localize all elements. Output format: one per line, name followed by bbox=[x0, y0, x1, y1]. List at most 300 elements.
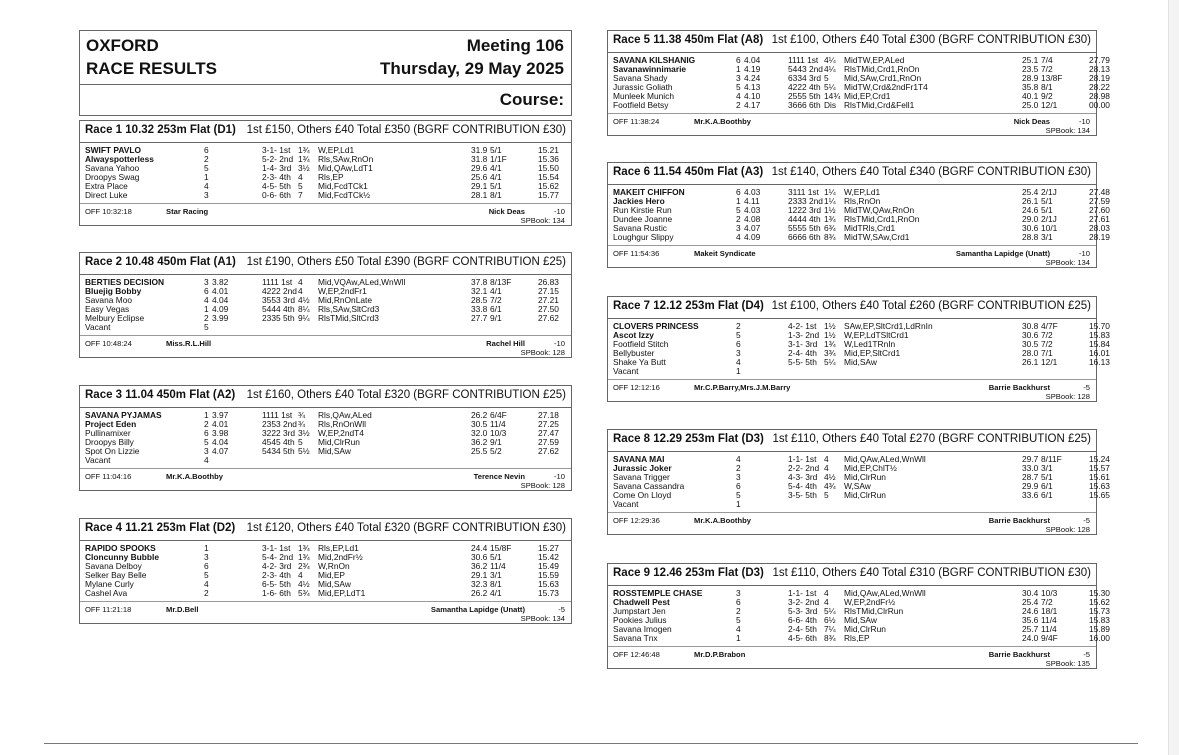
cell-dog: Selker Bay Belle bbox=[85, 570, 147, 580]
sp-book: SPBook: 128 bbox=[1045, 392, 1090, 401]
off-time: OFF 12:46:48 bbox=[613, 650, 660, 659]
race-footer bbox=[608, 647, 1096, 668]
cell-sp: 9/2 bbox=[1041, 91, 1053, 101]
cell-trap: 5 bbox=[736, 490, 741, 500]
distance-total: -5 bbox=[558, 605, 565, 614]
cell-wt: 30.6 bbox=[471, 552, 488, 562]
cell-sp: 10/3 bbox=[1041, 588, 1058, 598]
race-footer bbox=[80, 469, 571, 490]
cell-sp: 12/1 bbox=[1041, 100, 1058, 110]
cell-trap: 5 bbox=[204, 322, 209, 332]
cell-trap: 1 bbox=[736, 499, 741, 509]
cell-trap: 6 bbox=[736, 339, 741, 349]
venue-name: OXFORD bbox=[86, 36, 159, 55]
cell-dog: Ascot Izzy bbox=[613, 330, 654, 340]
cell-comment: RlsTMid,Crd1,RnOn bbox=[844, 214, 920, 224]
cell-sp: 7/2 bbox=[1041, 64, 1053, 74]
cell-wt: 24.6 bbox=[1022, 205, 1039, 215]
cell-wt: 36.2 bbox=[471, 437, 488, 447]
cell-time: 27.21 bbox=[538, 295, 559, 305]
judge-name: Barrie Backhurst bbox=[988, 516, 1050, 525]
race-title: Race 2 10.48 450m Flat (A1) bbox=[85, 256, 236, 268]
cell-time: 15.63 bbox=[538, 579, 559, 589]
cell-trap: 4 bbox=[736, 357, 741, 367]
cell-dist: 5 bbox=[298, 181, 303, 191]
race-header bbox=[80, 121, 571, 143]
cell-secs: 1-3- 2nd bbox=[788, 330, 820, 340]
distance-total: -10 bbox=[1079, 117, 1090, 126]
cell-comment: W,EP,Ld1 bbox=[318, 145, 355, 155]
race-title: Race 1 10.32 253m Flat (D1) bbox=[85, 124, 236, 136]
cell-secs: 3-1- 3rd bbox=[788, 339, 818, 349]
cell-sp: 6/1 bbox=[1041, 481, 1053, 491]
cell-pre: 4.17 bbox=[744, 100, 761, 110]
cell-comment: W,Led1TRnIn bbox=[844, 339, 896, 349]
race-header bbox=[608, 564, 1096, 586]
cell-dist: 4¼ bbox=[824, 64, 836, 74]
cell-wt: 28.9 bbox=[1022, 73, 1039, 83]
cell-secs: 4-5- 5th bbox=[262, 181, 291, 191]
judge-name: Terence Nevin bbox=[473, 472, 525, 481]
cell-wt: 26.2 bbox=[471, 410, 488, 420]
cell-dist: 8¾ bbox=[824, 232, 836, 242]
cell-sp: 10/1 bbox=[1041, 223, 1058, 233]
cell-dog: Bluejig Bobby bbox=[85, 286, 142, 296]
trainer-name: Mr.C.P.Barry,Mrs.J.M.Barry bbox=[694, 383, 791, 392]
cell-time: 27.61 bbox=[1089, 214, 1110, 224]
cell-pre: 3.98 bbox=[212, 428, 229, 438]
cell-comment: MidTW,EP,ALed bbox=[844, 55, 905, 65]
result-row bbox=[80, 456, 571, 465]
cell-secs: 3222 3rd bbox=[262, 428, 296, 438]
cell-dog: Footfield Betsy bbox=[613, 100, 669, 110]
cell-comment: W,RnOn bbox=[318, 561, 350, 571]
cell-sp: 8/11F bbox=[1041, 454, 1062, 464]
distance-total: -5 bbox=[1083, 383, 1090, 392]
cell-dog: Jackies Hero bbox=[613, 196, 665, 206]
cell-comment: W,EP,2ndFr1 bbox=[318, 286, 367, 296]
result-rows bbox=[80, 275, 571, 336]
cell-sp: 11/4 bbox=[490, 561, 506, 571]
cell-dog: Come On Lloyd bbox=[613, 490, 672, 500]
cell-sp: 5/2 bbox=[490, 446, 502, 456]
cell-pre: 4.10 bbox=[744, 91, 761, 101]
cell-sp: 9/1 bbox=[490, 437, 502, 447]
cell-comment: Mid,ClrRun bbox=[318, 437, 360, 447]
cell-time: 15.61 bbox=[1089, 472, 1110, 482]
cell-wt: 28.5 bbox=[471, 295, 488, 305]
cell-trap: 3 bbox=[204, 552, 209, 562]
cell-wt: 30.5 bbox=[471, 419, 488, 429]
race-header bbox=[608, 163, 1096, 185]
cell-comment: Rls,EP bbox=[844, 633, 870, 643]
cell-dist: 4¾ bbox=[824, 481, 836, 491]
cell-dog: Spot On Lizzie bbox=[85, 446, 140, 456]
cell-dog: Dundee Joanne bbox=[613, 214, 673, 224]
cell-comment: Mid,SAw,Crd1,RnOn bbox=[844, 73, 922, 83]
cell-trap: 3 bbox=[204, 277, 209, 287]
cell-pre: 4.11 bbox=[744, 196, 760, 206]
trainer-name: Mr.K.A.Boothby bbox=[166, 472, 223, 481]
cell-sp: 8/13F bbox=[490, 277, 512, 287]
cell-trap: 1 bbox=[204, 304, 209, 314]
cell-dog: Cashel Ava bbox=[85, 588, 128, 598]
cell-secs: 4-2- 1st bbox=[788, 321, 817, 331]
cell-pre: 4.13 bbox=[744, 82, 761, 92]
cell-wt: 29.6 bbox=[471, 163, 488, 173]
cell-sp: 3/1 bbox=[1041, 463, 1053, 473]
distance-total: -5 bbox=[1083, 650, 1090, 659]
cell-secs: 2-4- 4th bbox=[788, 348, 817, 358]
cell-sp: 13/8F bbox=[1041, 73, 1063, 83]
cell-comment: Rls,EP bbox=[318, 172, 344, 182]
cell-dog: Vacant bbox=[85, 322, 111, 332]
cell-sp: 8/1 bbox=[490, 579, 502, 589]
cell-trap: 3 bbox=[204, 190, 209, 200]
cell-wt: 24.0 bbox=[1022, 633, 1039, 643]
cell-secs: 4545 4th bbox=[262, 437, 295, 447]
race-card bbox=[79, 252, 572, 358]
sp-book: SPBook: 128 bbox=[520, 481, 565, 490]
cell-trap: 4 bbox=[736, 91, 741, 101]
cell-time: 28.19 bbox=[1089, 232, 1110, 242]
cell-dist: 5 bbox=[824, 73, 829, 83]
cell-time: 00.00 bbox=[1089, 100, 1110, 110]
cell-dog: Savanawinnimarie bbox=[613, 64, 687, 74]
sp-book: SPBook: 135 bbox=[1045, 659, 1090, 668]
cell-sp: 6/4F bbox=[490, 410, 507, 420]
cell-dist: ¾ bbox=[298, 410, 305, 420]
cell-trap: 6 bbox=[736, 597, 741, 607]
race-card bbox=[607, 30, 1110, 136]
cell-wt: 33.6 bbox=[1022, 490, 1039, 500]
cell-sp: 5/1 bbox=[1041, 205, 1053, 215]
cell-secs: 3-1- 1st bbox=[262, 145, 291, 155]
cell-comment: Rls,QAw,ALed bbox=[318, 410, 372, 420]
cell-dog: SWIFT PAVLO bbox=[85, 145, 141, 155]
cell-time: 27.60 bbox=[1089, 205, 1110, 215]
cell-time: 15.24 bbox=[1089, 454, 1110, 464]
cell-dog: Droopys Swag bbox=[85, 172, 140, 182]
cell-wt: 32.0 bbox=[471, 428, 488, 438]
cell-wt: 25.6 bbox=[471, 172, 488, 182]
result-row bbox=[608, 490, 1110, 500]
result-rows bbox=[608, 586, 1110, 647]
cell-wt: 29.1 bbox=[471, 570, 488, 580]
cell-dist: 1¼ bbox=[824, 196, 836, 206]
cell-wt: 28.8 bbox=[1022, 232, 1039, 242]
result-row bbox=[608, 500, 1096, 509]
cell-pre: 4.03 bbox=[744, 187, 761, 197]
cell-time: 15.50 bbox=[538, 163, 559, 173]
cell-dist: 1½ bbox=[824, 330, 836, 340]
cell-dist: 5¼ bbox=[824, 357, 836, 367]
cell-comment: Rls,EP,Ld1 bbox=[318, 543, 359, 553]
race-title: Race 4 11.21 253m Flat (D2) bbox=[85, 522, 236, 534]
cell-sp: 4/1 bbox=[490, 286, 502, 296]
cell-dog: SAVANA MAI bbox=[613, 454, 665, 464]
cell-wt: 36.2 bbox=[471, 561, 488, 571]
cell-dist: 14¾ bbox=[824, 91, 841, 101]
cell-pre: 3.82 bbox=[212, 277, 229, 287]
cell-time: 27.59 bbox=[1089, 196, 1110, 206]
cell-trap: 2 bbox=[736, 606, 741, 616]
cell-sp: 5/1 bbox=[1041, 196, 1053, 206]
cell-sp: 11/4 bbox=[490, 419, 506, 429]
cell-trap: 2 bbox=[736, 214, 741, 224]
cell-sp: 10/3 bbox=[490, 428, 507, 438]
cell-wt: 25.4 bbox=[1022, 187, 1039, 197]
cell-dist: Dis bbox=[824, 100, 837, 110]
cell-trap: 2 bbox=[204, 313, 209, 323]
cell-secs: 0-6- 6th bbox=[262, 190, 291, 200]
cell-trap: 3 bbox=[736, 223, 741, 233]
cell-time: 15.73 bbox=[538, 588, 559, 598]
cell-dog: Savana Shady bbox=[613, 73, 668, 83]
race-title: Race 8 12.29 253m Flat (D3) bbox=[613, 433, 764, 445]
cell-comment: W,EP,2ndFr½ bbox=[844, 597, 896, 607]
race-footer bbox=[80, 204, 571, 225]
cell-time: 16.01 bbox=[1089, 348, 1110, 358]
cell-dist: 4 bbox=[298, 570, 303, 580]
race-prize-money: 1st £100, Others £40 Total £300 (BGRF CONTRIBUTION £30) bbox=[771, 34, 1091, 46]
sp-book: SPBook: 128 bbox=[1045, 525, 1090, 534]
cell-comment: Mid,FcdTCk½ bbox=[318, 190, 371, 200]
cell-dist: 7¼ bbox=[824, 624, 836, 634]
race-title: Race 9 12.46 253m Flat (D3) bbox=[613, 567, 764, 579]
cell-wt: 29.9 bbox=[1022, 481, 1039, 491]
result-rows bbox=[80, 541, 571, 602]
cell-sp: 7/4 bbox=[1041, 55, 1053, 65]
off-time: OFF 10:48:24 bbox=[85, 339, 132, 348]
cell-sp: 5/1 bbox=[490, 181, 502, 191]
cell-secs: 6-6- 4th bbox=[788, 615, 817, 625]
cell-dog: Jumpstart Jen bbox=[613, 606, 666, 616]
race-header bbox=[80, 253, 571, 275]
cell-comment: Mid,SAw bbox=[318, 579, 351, 589]
cell-trap: 5 bbox=[204, 163, 209, 173]
result-row bbox=[608, 100, 1110, 110]
cell-secs: 5-2- 2nd bbox=[262, 154, 294, 164]
cell-dist: 4½ bbox=[824, 472, 836, 482]
cell-wt: 25.4 bbox=[1022, 597, 1039, 607]
cell-time: 28.03 bbox=[1089, 223, 1110, 233]
cell-pre: 4.07 bbox=[744, 223, 761, 233]
cell-time: 27.48 bbox=[1089, 187, 1110, 197]
cell-secs: 6334 3rd bbox=[788, 73, 822, 83]
meeting-date: Thursday, 29 May 2025 bbox=[380, 59, 564, 78]
race-prize-money: 1st £110, Others £40 Total £310 (BGRF CONTRIBUTION £30) bbox=[772, 567, 1091, 579]
cell-time: 27.47 bbox=[538, 428, 559, 438]
cell-dist: ¾ bbox=[298, 419, 305, 429]
course-label: Course: bbox=[499, 90, 564, 109]
cell-time: 15.62 bbox=[538, 181, 559, 191]
cell-trap: 1 bbox=[204, 543, 209, 553]
cell-dist: 5 bbox=[824, 490, 829, 500]
cell-time: 15.59 bbox=[538, 570, 559, 580]
judge-name: Nick Deas bbox=[1013, 117, 1050, 126]
cell-dist: 4½ bbox=[298, 295, 310, 305]
cell-secs: 3666 6th bbox=[788, 100, 821, 110]
race-card bbox=[607, 296, 1110, 402]
cell-sp: 18/1 bbox=[1041, 606, 1058, 616]
cell-dist: 9¼ bbox=[298, 313, 310, 323]
cell-sp: 7/2 bbox=[1041, 597, 1053, 607]
cell-comment: Mid,EP,LdT1 bbox=[318, 588, 366, 598]
off-time: OFF 12:12:16 bbox=[613, 383, 660, 392]
judge-name: Samantha Lapidge (Unatt) bbox=[955, 249, 1050, 258]
cell-trap: 1 bbox=[736, 64, 741, 74]
cell-pre: 4.01 bbox=[212, 286, 229, 296]
race-prize-money: 1st £100, Others £40 Total £260 (BGRF CONTRIBUTION £25) bbox=[771, 300, 1091, 312]
cell-dist: 5¾ bbox=[298, 588, 310, 598]
judge-name: Samantha Lapidge (Unatt) bbox=[430, 605, 525, 614]
cell-trap: 4 bbox=[204, 295, 209, 305]
cell-comment: Rls,SAw,RnOn bbox=[318, 154, 374, 164]
cell-trap: 4 bbox=[736, 624, 741, 634]
cell-dog: Project Eden bbox=[85, 419, 137, 429]
meeting-number: Meeting 106 bbox=[466, 36, 564, 55]
cell-dist: 1½ bbox=[824, 205, 836, 215]
cell-dist: 4 bbox=[298, 277, 303, 287]
result-row bbox=[80, 191, 571, 200]
cell-dist: 1¾ bbox=[298, 145, 310, 155]
cell-wt: 32.1 bbox=[471, 286, 488, 296]
cell-comment: RlsTMid,SltCrd3 bbox=[318, 313, 379, 323]
cell-wt: 35.6 bbox=[1022, 615, 1039, 625]
cell-dog: Vacant bbox=[613, 366, 639, 376]
cell-wt: 24.4 bbox=[471, 543, 488, 553]
cell-secs: 2335 5th bbox=[262, 313, 295, 323]
cell-trap: 5 bbox=[204, 437, 209, 447]
cell-dist: 3½ bbox=[298, 163, 310, 173]
race-title: Race 5 11.38 450m Flat (A8) bbox=[613, 34, 764, 46]
cell-time: 15.42 bbox=[538, 552, 559, 562]
cell-time: 16.00 bbox=[1089, 633, 1110, 643]
cell-wt: 30.6 bbox=[1022, 330, 1039, 340]
cell-trap: 2 bbox=[736, 321, 741, 331]
race-footer bbox=[608, 114, 1096, 135]
cell-trap: 3 bbox=[736, 472, 741, 482]
cell-time: 27.18 bbox=[538, 410, 559, 420]
cell-comment: MidTW,Crd&2ndFr1T4 bbox=[844, 82, 928, 92]
cell-time: 28.22 bbox=[1089, 82, 1110, 92]
cell-secs: 3-5- 5th bbox=[788, 490, 817, 500]
cell-dog: Savana Moo bbox=[85, 295, 133, 305]
cell-trap: 5 bbox=[736, 205, 741, 215]
cell-secs: 2555 5th bbox=[788, 91, 821, 101]
cell-wt: 23.5 bbox=[1022, 64, 1039, 74]
result-row bbox=[80, 314, 571, 323]
cell-time: 15.54 bbox=[538, 172, 559, 182]
cell-dist: 1¼ bbox=[824, 187, 836, 197]
judge-name: Rachel Hill bbox=[486, 339, 525, 348]
race-prize-money: 1st £120, Others £40 Total £320 (BGRF CONTRIBUTION £30) bbox=[246, 522, 566, 534]
cell-sp: 5/1 bbox=[490, 145, 502, 155]
cell-dog: Savana Cassandra bbox=[613, 481, 685, 491]
cell-dist: 6¾ bbox=[824, 223, 836, 233]
cell-dog: Melbury Eclipse bbox=[85, 313, 145, 323]
cell-dog: ROSSTEMPLE CHASE bbox=[613, 588, 703, 598]
cell-comment: W,EP,Ld1 bbox=[844, 187, 881, 197]
cell-trap: 1 bbox=[204, 172, 209, 182]
cell-wt: 26.1 bbox=[1022, 196, 1039, 206]
meeting-header bbox=[79, 30, 572, 116]
cell-sp: 2/1J bbox=[1041, 187, 1057, 197]
cell-dog: MAKEIT CHIFFON bbox=[613, 187, 685, 197]
cell-dog: Loughgur Slippy bbox=[613, 232, 674, 242]
cell-trap: 2 bbox=[204, 588, 209, 598]
cell-sp: 8/1 bbox=[1041, 82, 1053, 92]
cell-secs: 1111 1st bbox=[788, 55, 819, 65]
cell-trap: 5 bbox=[736, 330, 741, 340]
cell-dist: 2¾ bbox=[298, 561, 310, 571]
distance-total: -10 bbox=[554, 207, 565, 216]
cell-secs: 6-5- 5th bbox=[262, 579, 291, 589]
cell-wt: 32.3 bbox=[471, 579, 488, 589]
trainer-name: Makeit Syndicate bbox=[694, 249, 756, 258]
result-row bbox=[608, 367, 1096, 376]
off-time: OFF 11:54:36 bbox=[613, 249, 660, 258]
cell-dog: Mylane Curly bbox=[85, 579, 134, 589]
trainer-name: Mr.D.Bell bbox=[166, 605, 199, 614]
race-card bbox=[607, 563, 1110, 669]
cell-pre: 3.97 bbox=[212, 410, 229, 420]
cell-secs: 5444 4th bbox=[262, 304, 295, 314]
cell-wt: 31.9 bbox=[471, 145, 488, 155]
cell-dist: 6½ bbox=[824, 615, 836, 625]
race-title: Race 3 11.04 450m Flat (A2) bbox=[85, 389, 236, 401]
trainer-name: Mr.D.P.Brabon bbox=[694, 650, 746, 659]
race-footer bbox=[608, 246, 1096, 267]
cell-time: 15.57 bbox=[1089, 463, 1110, 473]
cell-trap: 2 bbox=[736, 463, 741, 473]
cell-sp: 11/4 bbox=[1041, 615, 1057, 625]
race-footer bbox=[80, 602, 571, 623]
cell-time: 15.70 bbox=[1089, 321, 1110, 331]
cell-time: 16.13 bbox=[1089, 357, 1110, 367]
cell-dist: 1¾ bbox=[824, 339, 836, 349]
cell-wt: 25.5 bbox=[471, 446, 488, 456]
sp-book: SPBook: 134 bbox=[1045, 126, 1090, 135]
race-footer bbox=[80, 336, 571, 357]
cell-dist: 7 bbox=[298, 190, 303, 200]
cell-time: 28.98 bbox=[1089, 91, 1110, 101]
cell-comment: Rls,SAw,SltCrd3 bbox=[318, 304, 380, 314]
race-card bbox=[79, 120, 572, 226]
result-rows bbox=[608, 452, 1110, 513]
cell-wt: 30.8 bbox=[1022, 321, 1039, 331]
cell-trap: 2 bbox=[736, 100, 741, 110]
cell-trap: 5 bbox=[736, 82, 741, 92]
off-time: OFF 10:32:18 bbox=[85, 207, 132, 216]
off-time: OFF 11:38:24 bbox=[613, 117, 660, 126]
cell-dist: 4½ bbox=[298, 579, 310, 589]
cell-dog: Chadwell Pest bbox=[613, 597, 670, 607]
cell-secs: 4444 4th bbox=[788, 214, 821, 224]
race-footer bbox=[608, 380, 1096, 401]
cell-dist: 4 bbox=[824, 454, 829, 464]
cell-secs: 4222 4th bbox=[788, 82, 821, 92]
cell-sp: 15/8F bbox=[490, 543, 512, 553]
cell-pre: 4.04 bbox=[212, 295, 229, 305]
trainer-name: Mr.K.A.Boothby bbox=[694, 117, 751, 126]
cell-secs: 2-2- 2nd bbox=[788, 463, 820, 473]
sp-book: SPBook: 128 bbox=[520, 348, 565, 357]
cell-time: 27.79 bbox=[1089, 55, 1110, 65]
cell-secs: 3-2- 2nd bbox=[788, 597, 820, 607]
cell-time: 15.62 bbox=[1089, 597, 1110, 607]
